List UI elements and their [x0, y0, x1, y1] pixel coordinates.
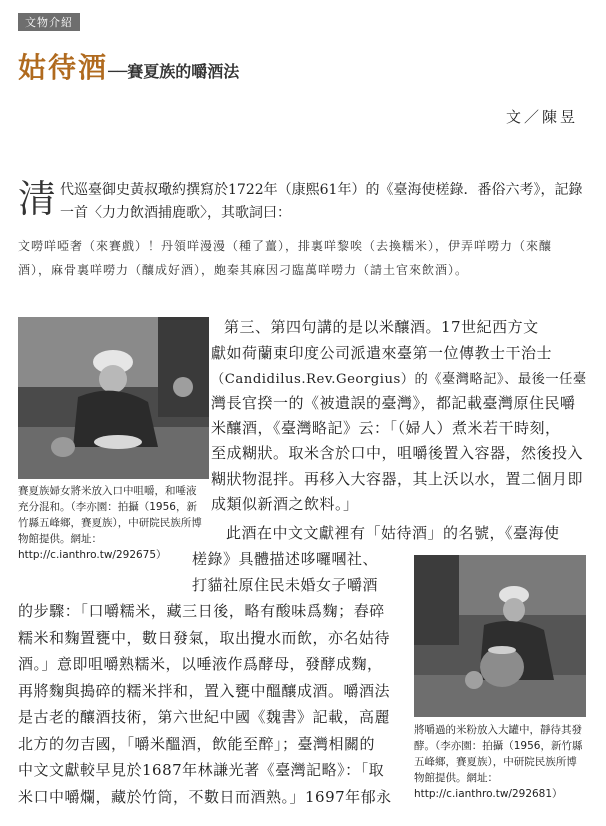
drop-cap: 清: [18, 177, 57, 221]
photo-woman-chewing-image: [18, 317, 209, 479]
body-line: 槎錄》具體描述哆囉嘓社、: [192, 550, 379, 568]
body-line: 中文文獻較早見於1687年林謙光著《臺灣記略》：「取: [18, 761, 385, 779]
body-line: 北方的勿吉國，「嚼米醞酒，飲能至醉」；臺灣相關的: [18, 735, 376, 753]
body-line: 此酒在中文文獻裡有「姑待酒」的名號，《臺海使: [226, 524, 560, 542]
photo-jar-fermenting: [414, 555, 586, 717]
body-line: 獻如荷蘭東印度公司派遣來臺第一位傳教士干治士: [211, 344, 553, 362]
body-line: 酒。」意即咀嚼熟糯米，以唾液作爲酵母，發酵成麴，: [18, 655, 383, 673]
body-line: 糊狀物混拌。再移入大容器，其上沃以水，置二個月即: [211, 470, 584, 488]
body-line: （Candidilus.Rev.Georgius）的《臺灣略記》、最後一任臺: [211, 372, 587, 387]
author-byline: 文／陳昱: [505, 108, 578, 126]
body-line: 米口中嚼爛，藏於竹筒，不數日而酒熟。」1697年郁永: [18, 788, 392, 806]
photo-caption-2: 將嚼過的米粉放入大罐中，靜待其發酵。（李亦園：拍攝（1956，新竹縣五峰鄉，賽夏族），中研院民族所博物館提供。網址：http://c.ianthro.tw/292681）: [414, 724, 583, 800]
body-line: 打貓社原住民未婚女子嚼酒: [192, 576, 379, 594]
intro-text: 代巡臺御史黃叔璥約撰寫於1722年（康熙61年）的《臺海使槎錄．番俗六考》，記錄一首〈力力飲酒捕鹿歌〉，其歌詞曰：: [60, 182, 583, 221]
body-line: 是古老的釀酒技術，第六世紀中國《魏書》記載，高麗: [18, 708, 391, 726]
song-lyrics: 文嘮咩啞奢（來賽戲）！丹領咩漫漫（種了薑），排裏咩黎唉（去換糯米），伊弄咩嘮力（來釀酒），麻骨裏咩嘮力（釀成好酒），皰秦其麻因刁臨萬咩嘮力（請土官來飲酒）。: [18, 239, 553, 277]
article-title: [18, 48, 239, 92]
section-tag: 文物介紹: [18, 13, 80, 31]
body-line: 成類似新酒之飲料。」: [211, 495, 359, 513]
photo-caption-1: 賽夏族婦女將米放入口中咀嚼，和唾液充分混和。（李亦園：拍攝（1956，新竹縣五峰鄉，賽夏族），中研院民族所博物館提供。網址：http://c.ianthro.tw/292675）: [18, 485, 202, 561]
intro-paragraph: [18, 179, 584, 225]
photo-woman-chewing: [18, 317, 209, 479]
body-line: 再將麴與搗碎的糯米拌和，置入甕中醞釀成酒。嚼酒法: [18, 682, 391, 700]
body-line: 糯米和麴置甕中，數日發氣，取出攪水而飲，亦名姑待: [18, 629, 391, 647]
body-line: 至成糊狀。取米含於口中，咀嚼後置入容器，然後投入: [211, 444, 584, 462]
body-line: 的步驟：「口嚼糯米，藏三日後，略有酸味爲麴；舂碎: [18, 602, 385, 620]
body-line: 第三、第四句講的是以米釀酒。17世紀西方文: [224, 318, 539, 336]
body-line: 米釀酒，《臺灣略記》云：「（婦人）煮米若干時刻，: [211, 419, 561, 437]
title-main: 姑待酒: [18, 51, 109, 84]
photo-jar-fermenting-image: [414, 555, 586, 717]
body-line: 灣長官揆一的《被遺誤的臺灣》，都記載臺灣原住民嚼: [211, 394, 576, 412]
title-subtitle: ──賽夏族的嚼酒法: [108, 62, 240, 81]
